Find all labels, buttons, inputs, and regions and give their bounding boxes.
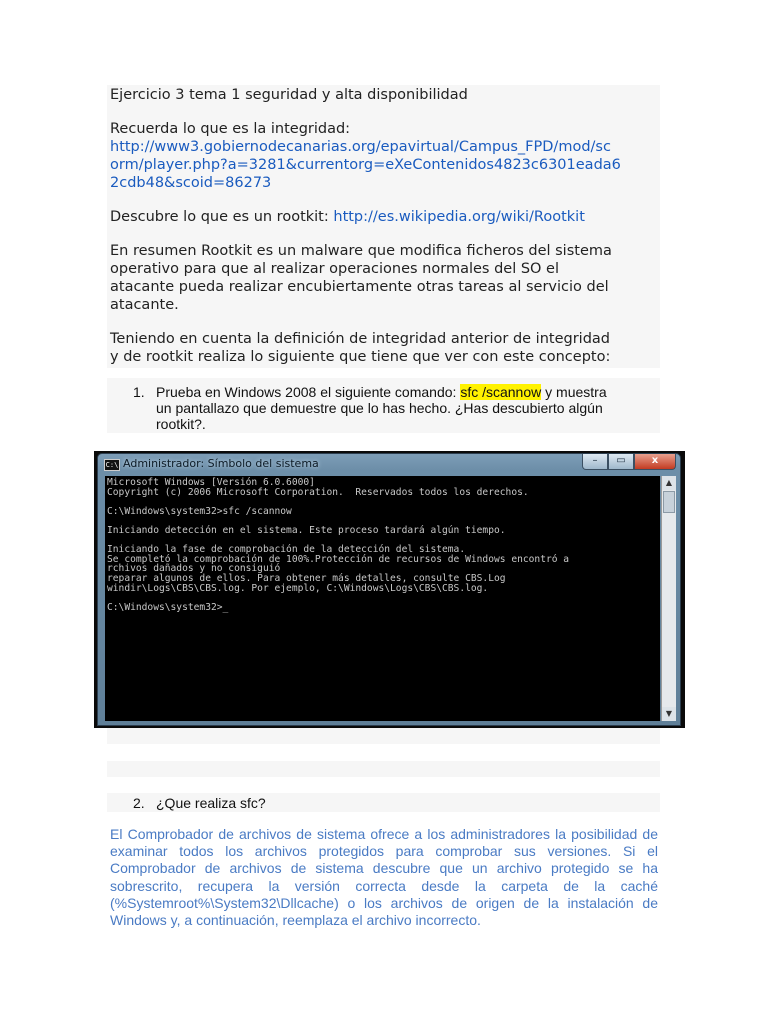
- console-line: C:\Windows\system32>_: [107, 601, 229, 613]
- question-1-intro: Prueba en Windows 2008 el siguiente comando:: [156, 384, 461, 400]
- question-1-number: 1.: [133, 384, 145, 400]
- summary-line-2: operativo para que al realizar operaciones normales del SO el: [110, 261, 560, 277]
- instruction-line-2: y de rootkit realiza lo siguiente que tiene que ver con este concepto:: [110, 349, 611, 365]
- console-output[interactable]: [105, 476, 660, 721]
- console-line: rchivos dañados y no consiguió: [107, 563, 281, 575]
- integrity-link-line-2[interactable]: orm/player.php?a=3281&currentorg=eXeContenidos4823c6301eada6: [110, 157, 621, 173]
- console-line: Iniciando detección en el sistema. Este proceso tardará algún tiempo.: [107, 524, 506, 536]
- console-line: Microsoft Windows [Versión 6.0.6000]: [107, 477, 315, 488]
- console-screenshot: [94, 451, 685, 728]
- question-1: [107, 378, 660, 433]
- console-text: [105, 476, 660, 612]
- spacer-strip: [107, 761, 660, 777]
- summary-line-4: atacante.: [110, 297, 179, 313]
- console-line: Se completó la comprobación de 100%.Protección de recursos de Windows encontró a: [107, 553, 570, 565]
- minimize-button[interactable]: –: [582, 454, 608, 470]
- window-controls: [582, 454, 676, 471]
- console-line: Iniciando la fase de comprobación de la detección del sistema.: [107, 544, 466, 556]
- question-2-number: 2.: [133, 795, 145, 811]
- rootkit-paragraph: [110, 208, 660, 226]
- rootkit-label: Descubre lo que es un rootkit:: [110, 209, 329, 225]
- console-title: Administrador: Símbolo del sistema: [123, 457, 319, 470]
- close-button[interactable]: x: [634, 454, 676, 470]
- summary-line-3: atacante pueda realizar encubiertamente otras tareas al servicio del: [110, 279, 609, 295]
- console-scrollbar[interactable]: [661, 476, 676, 721]
- console-line: Copyright (c) 2006 Microsoft Corporation. Reservados todos los derechos.: [107, 486, 529, 498]
- intro-block: [107, 85, 660, 368]
- console-app-icon: C:\: [105, 461, 119, 469]
- answer-paragraph: El Comprobador de archivos de sistema ofrece a los administradores la posibilidad de examinar todos los archivos protegidos para comprobar sus versiones. Si el Comprobador de archivos de sistema descubre que un archivo protegido se ha sobrescrito, recupera la versión correcta desde la carpeta de la caché (%Systemroot%\System32\Dllcache) o los archivos de origen de la instalación de Windows y, a continuación, reemplaza el archivo incorrecto.: [110, 826, 658, 929]
- integrity-link-line-3[interactable]: 2cdb48&scoid=86273: [110, 175, 272, 191]
- scrollbar-thumb[interactable]: [663, 491, 675, 513]
- maximize-button[interactable]: ▭: [608, 454, 634, 470]
- console-window: [97, 453, 681, 726]
- question-1-line1-end: y muestra: [541, 384, 607, 400]
- question-1-text: [156, 384, 656, 432]
- scroll-up-icon[interactable]: ▲: [662, 476, 676, 490]
- question-1-line-2: un pantallazo que demuestre que lo has hecho. ¿Has descubierto algún: [156, 400, 603, 416]
- rootkit-link[interactable]: http://es.wikipedia.org/wiki/Rootkit: [333, 209, 585, 225]
- console-line: C:\Windows\system32>sfc /scannow: [107, 505, 292, 517]
- document-title: Ejercicio 3 tema 1 seguridad y alta disponibilidad: [110, 87, 468, 103]
- spacer-strip: [107, 728, 660, 744]
- integrity-label: Recuerda lo que es la integridad:: [110, 121, 351, 137]
- console-line: reparar algunos de ellos. Para obtener más detalles, consulte CBS.Log: [107, 572, 506, 584]
- summary-line-1: En resumen Rootkit es un malware que modifica ficheros del sistema: [110, 243, 612, 259]
- question-2-text: ¿Que realiza sfc?: [156, 795, 266, 811]
- console-titlebar[interactable]: [98, 454, 680, 474]
- console-line: windir\Logs\CBS\CBS.log. Por ejemplo, C:\Windows\Logs\CBS\CBS.log.: [107, 582, 489, 594]
- integrity-link-line-1[interactable]: http://www3.gobiernodecanarias.org/epavirtual/Campus_FPD/mod/sc: [110, 139, 611, 155]
- question-2: [107, 793, 660, 812]
- highlighted-command: sfc /scannow: [460, 384, 542, 400]
- instruction-line-1: Teniendo en cuenta la definición de integridad anterior de integridad: [110, 331, 610, 347]
- question-1-line-3: rootkit?.: [156, 416, 206, 432]
- scroll-down-icon[interactable]: ▼: [662, 707, 676, 721]
